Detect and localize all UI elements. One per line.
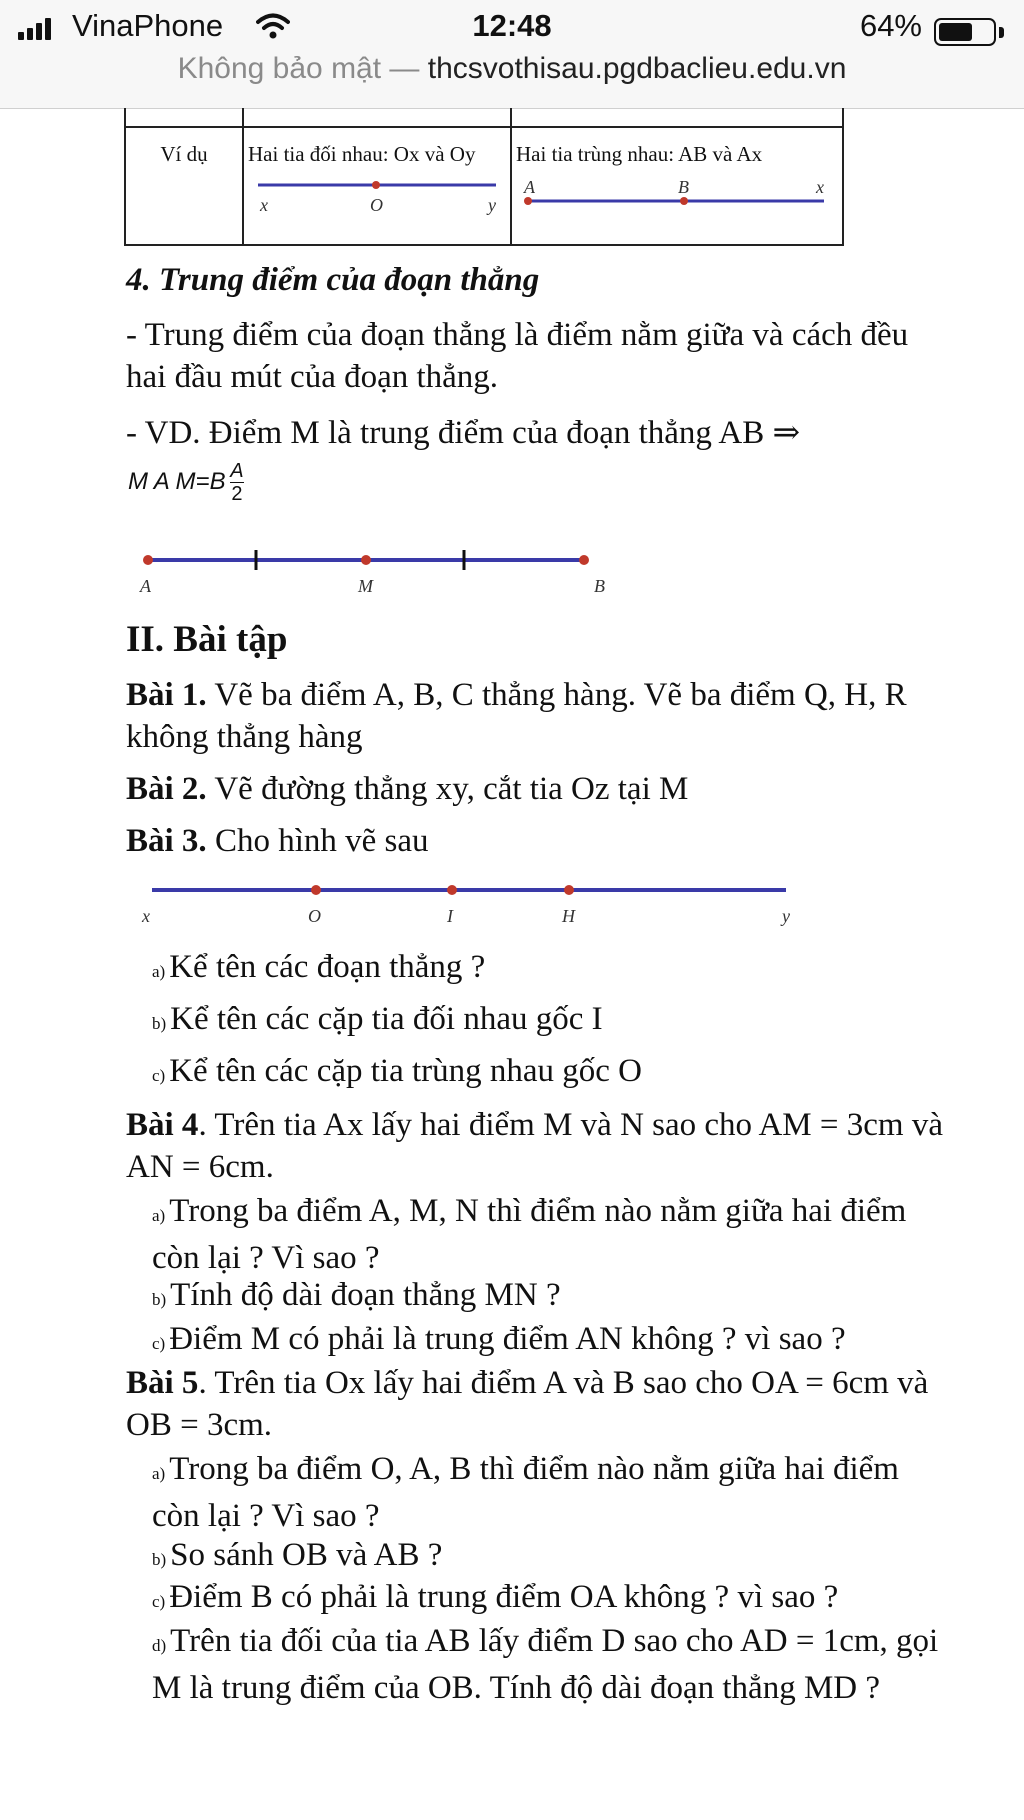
point-label-i: I (447, 906, 453, 926)
item-mark: b) (152, 1550, 167, 1569)
item-text: So sánh OB và AB ? (170, 1537, 443, 1573)
point-label-y: y (782, 906, 790, 926)
point-label-b: B (678, 177, 689, 197)
item-text: Điểm M có phải là trung điểm AN không ? vì sao ? (169, 1321, 846, 1357)
point-label-y: y (488, 195, 496, 215)
item-text: Trên tia đối của tia AB lấy điểm D sao cho AD = 1cm, gọi M là trung điểm của OB. Tính độ dài đoạn thẳng MD ? (152, 1623, 939, 1706)
address-bar[interactable] (0, 52, 1024, 86)
clock: 12:48 (472, 8, 552, 43)
point-label-a: A (524, 177, 535, 197)
exercise-1-text: Vẽ ba điểm A, B, C thẳng hàng. Vẽ ba điểm Q, H, R không thẳng hàng (126, 677, 907, 755)
battery-fill (939, 23, 972, 41)
exercise-5 (126, 1362, 946, 1446)
section-title-exercises: II. Bài tập (126, 619, 288, 660)
midpoint-definition: - Trung điểm của đoạn thẳng là điểm nằm giữa và cách đều hai đầu mút của đoạn thẳng. (126, 317, 909, 395)
exercise-3-figure (136, 878, 806, 932)
item-mark: a) (152, 962, 166, 981)
item-text: Tính độ dài đoạn thẳng MN ? (170, 1277, 561, 1313)
ray-comparison-table (124, 108, 844, 246)
item-mark: b) (152, 1290, 167, 1309)
point-label-x: x (142, 906, 150, 926)
exercise-5-item-c (152, 1576, 942, 1623)
exercise-4-item-a (152, 1190, 942, 1279)
item-text: Điểm B có phải là trung điểm OA không ? vì sao ? (169, 1579, 839, 1615)
exercise-3 (126, 820, 946, 862)
exercise-3-label: Bài 3. (126, 823, 207, 859)
point-label-o: O (308, 906, 321, 926)
point-label-h: H (562, 906, 575, 926)
url-domain: thcsvothisau.pgdbaclieu.edu.vn (427, 52, 847, 85)
exercise-3-item-c (152, 1050, 932, 1097)
table-row-label: Ví dụ (125, 127, 243, 245)
exercise-4-text: . Trên tia Ax lấy hai điểm M và N sao cho AM = 3cm và AN = 6cm. (126, 1107, 943, 1185)
exercise-4-item-c (152, 1318, 942, 1365)
midpoint-example: - VD. Điểm M là trung điểm của đoạn thẳng AB ⇒ (126, 415, 801, 451)
exercise-4 (126, 1104, 946, 1188)
point-label-m: M (358, 576, 373, 596)
point-label-o: O (370, 195, 383, 215)
document-page (0, 108, 1024, 1820)
formula-numerator: A (230, 460, 244, 482)
exercise-5-text: . Trên tia Ox lấy hai điểm A và B sao cho OA = 6cm và OB = 3cm. (126, 1365, 929, 1443)
battery-icon (934, 18, 996, 46)
exercise-2-text: Vẽ đường thẳng xy, cắt tia Oz tại M (206, 771, 689, 807)
item-text: Kể tên các cặp tia trùng nhau gốc O (169, 1053, 643, 1089)
exercise-5-item-d (152, 1620, 942, 1709)
browser-top-bar (0, 0, 1024, 109)
item-mark: d) (152, 1636, 167, 1655)
item-mark: a) (152, 1206, 166, 1225)
midpoint-formula (128, 460, 244, 505)
coincident-rays-caption: Hai tia trùng nhau: AB và Ax (516, 142, 763, 166)
item-mark: c) (152, 1592, 166, 1611)
point-label-a: A (140, 576, 151, 596)
exercise-5-item-b (152, 1534, 942, 1581)
point-label-x2: x (816, 177, 824, 197)
exercise-1 (126, 674, 946, 758)
item-mark: c) (152, 1334, 166, 1353)
status-bar (0, 6, 1024, 50)
exercise-4-item-b (152, 1274, 942, 1321)
point-label-b: B (594, 576, 605, 596)
exercise-2-label: Bài 2. (126, 771, 207, 807)
exercise-3-text: Cho hình vẽ sau (206, 823, 429, 859)
section-title-midpoint: 4. Trung điểm của đoạn thẳng (126, 262, 540, 298)
exercise-1-label: Bài 1. (126, 677, 207, 713)
exercise-5-item-a (152, 1448, 942, 1537)
formula-left: M A M=B (128, 467, 226, 495)
opposite-rays-figure (244, 167, 508, 227)
item-mark: c) (152, 1066, 166, 1085)
formula-denominator: 2 (231, 483, 243, 505)
item-text: Trong ba điểm O, A, B thì điểm nào nằm giữa hai điểm còn lại ? Vì sao ? (152, 1451, 899, 1534)
security-label: Không bảo mật — (177, 52, 420, 85)
coincident-rays-figure (512, 167, 840, 227)
point-label-x: x (260, 195, 268, 215)
exercise-5-label: Bài 5 (126, 1365, 199, 1401)
midpoint-figure (126, 540, 626, 600)
item-text: Kể tên các đoạn thẳng ? (169, 949, 486, 985)
item-mark: b) (152, 1014, 167, 1033)
coincident-rays-cell (511, 127, 843, 245)
carrier-name: VinaPhone (72, 8, 224, 43)
exercise-3-item-b (152, 998, 932, 1045)
opposite-rays-cell (243, 127, 511, 245)
exercise-3-item-a (152, 946, 932, 993)
item-mark: a) (152, 1464, 166, 1483)
exercise-2 (126, 768, 946, 810)
opposite-rays-caption: Hai tia đối nhau: Ox và Oy (248, 142, 476, 166)
battery-cap (999, 27, 1004, 38)
item-text: Kể tên các cặp tia đối nhau gốc I (170, 1001, 603, 1037)
battery-percent: 64% (859, 8, 922, 43)
exercise-4-label: Bài 4 (126, 1107, 199, 1143)
item-text: Trong ba điểm A, M, N thì điểm nào nằm giữa hai điểm còn lại ? Vì sao ? (152, 1193, 907, 1276)
